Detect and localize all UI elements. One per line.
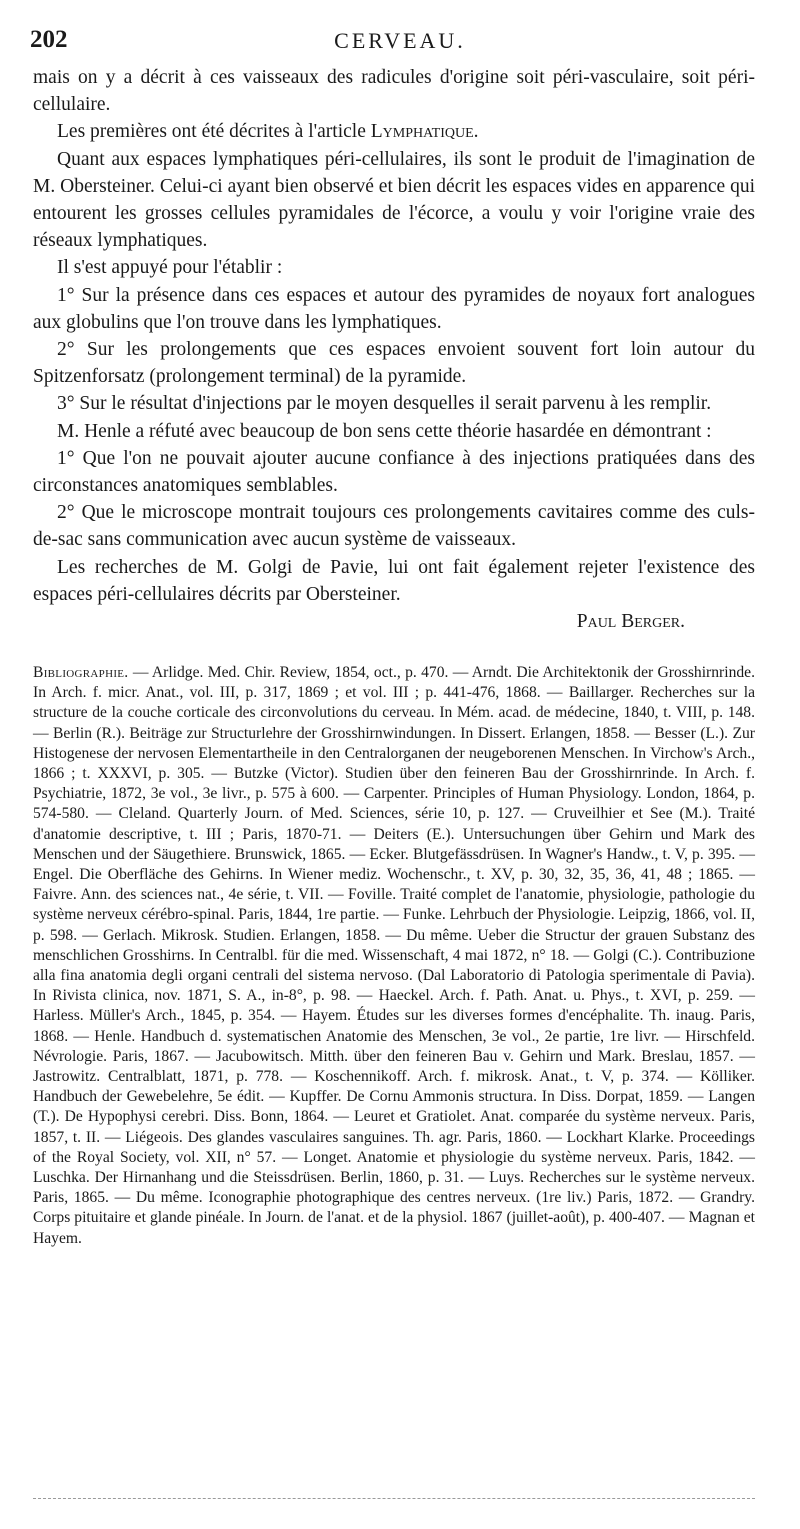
paragraph-intro: Il s'est appuyé pour l'établir : [57, 257, 283, 279]
page-number: 202 [30, 26, 68, 53]
signature-line [33, 608, 755, 635]
footer-rule [33, 1498, 755, 1499]
paragraph-point-2: 2° Sur les prolongements que ces espaces envoient souvent fort loin autour du Spitzenforsatz (prolongement terminal) de la pyramide. [33, 339, 755, 388]
paragraph-henle: M. Henle a réfuté avec beaucoup de bon sens cette théorie hasardée en démontrant : [57, 420, 712, 442]
article-body [33, 64, 755, 635]
paragraph-lymphatique-ref [33, 118, 755, 145]
paragraph-golgi: Les recherches de M. Golgi de Pavie, lui ont fait également rejeter l'existence des espaces péri-cellulaires décrits par Obersteiner. [33, 556, 755, 605]
paragraph-text: . [473, 121, 479, 143]
bibliography-entry [33, 663, 755, 1249]
author-signature: Paul Berger. [576, 611, 685, 633]
paragraph-henle-point-2: 2° Que le microscope montrait toujours ces prolongements cavitaires comme des culs-de-sac sans communication avec aucun système de vaisseaux. [33, 502, 755, 551]
article-reference: Lymphatique [370, 121, 474, 143]
running-title: CERVEAU. [334, 28, 466, 53]
paragraph-continuation: mais on y a décrit à ces vaisseaux des radicules d'origine soit péri-vasculaire, soit péri-cellulaire. [33, 67, 755, 116]
page-header [0, 26, 800, 56]
paragraph-text: Les premières ont été décrites à l'article [57, 121, 371, 143]
bibliography-label: Bibliographie. [33, 664, 129, 681]
bibliography-text: — Arlidge. Med. Chir. Review, 1854, oct., p. 470. — Arndt. Die Architektonik der Grosshirnrinde. In Arch. f. micr. Anat., vol. III, p. 317, 1869 ; et vol. III ; p. 441-476, 1868. — Baillarger. Recherches sur la structure de la couche corticale des circonvolutions du cerveau. In Mém. acad. de médecine, 1840, t. VIII, p. 148. — Berlin (R.). Beiträge zur Structurlehre der Grosshirnwindungen. In Dissert. Erlangen, 1858. — Besser (L.). Zur Histogenese der nervosen Elementartheile in den Centralorganen der neugeborenen Menschen. In Virchow's Arch., 1866 ; t. XXXVI, p. 305. — Butzke (Victor). Studien über den feineren Bau der Grosshirnrinde. In Arch. f. Psychiatrie, 1872, 3e vol., 3e livr., p. 575 à 600. — Carpenter. Principles of Human Physiology. London, 1864, p. 574-580. — Cleland. Quarterly Journ. of Med. Sciences, série 10, p. 127. — Cruveilhier et See (M.). Traité d'anatomie descriptive, t. III ; Paris, 1870-71. — Deiters (E.). Untersuchungen über Gehirn und Mark des Menschen und der Säugethiere. Brunswick, 1865. — Ecker. Blutgefässdrüsen. In Wagner's Handw., t. V, p. 395. — Engel. Die Oberfläche des Gehirns. In Wiener mediz. Wochenschr., t. XV, p. 30, 32, 35, 36, 41, 48 ; 1865. — Faivre. Ann. des sciences nat., 4e série, t. VII. — Foville. Traité complet de l'anatomie, physiologie, pathologie du système nerveux cérébro-spinal. Paris, 1844, 1re partie. — Funke. Lehrbuch der Physiologie. Leipzig, 1866, vol. II, p. 598. — Gerlach. Mikrosk. Studien. Erlangen, 1858. — Du même. Ueber die Structur der grauen Substanz des menschlichen Grosshirns. In Centralbl. für die med. Wissenschaft, 4 mai 1872, n° 18. — Golgi (C.). Contribuzione alla fina anatomia degli organi centrali del sistema nervoso. (Dal Laboratorio di Patologia sperimentale di Pavia). In Rivista clinica, nov. 1871, S. A., in-8°, p. 98. — Haeckel. Arch. f. Path. Anat. u. Phys., t. XVI, p. 259. — Harless. Müller's Arch., 1845, p. 354. — Hayem. Études sur les diverses formes d'encéphalite. Th. inaug. Paris, 1868. — Henle. Handbuch d. systematischen Anatomie des Menschen, 3e vol., 2e partie, 1re livr. — Hirschfeld. Névrologie. Paris, 1867. — Jacubowitsch. Mitth. über den feineren Bau v. Gehirn und Mark. Breslau, 1857. — Jastrowitz. Centralblatt, 1871, p. 778. — Koschennikoff. Arch. f. mikrosk. Anat., t. V, p. 374. — Kölliker. Handbuch der Gewebelehre, 5e édit. — Kupffer. De Cornu Ammonis structura. In Diss. Dorpat, 1859. — Langen (T.). De Hypophysi cerebri. Diss. Bonn, 1864. — Leuret et Gratiolet. Anat. comparée du système nerveux. Paris, 1857, t. II. — Liégeois. Des glandes vasculaires sanguines. Th. agr. Paris, 1860. — Lockhart Klarke. Proceedings of the Royal Society, vol. XII, n° 57. — Longet. Anatomie et physiologie du système nerveux. Paris, 1842. — Luschka. Der Hirnanhang und die Steissdrüsen. Berlin, 1860, p. 31. — Luys. Recherches sur le système nerveux. Paris, 1865. — Du même. Iconographie photographique des centres nerveux. (1re liv.) Paris, 1872. — Grandry. Corps pituitaire et glande pinéale. In Journ. de l'anat. et de la physiol. 1867 (juillet-août), p. 400-407. — Magnan et Hayem. [33, 664, 755, 1247]
bibliography [33, 663, 755, 1249]
paragraph-henle-point-1: 1° Que l'on ne pouvait ajouter aucune confiance à des injections pratiquées dans des circonstances anatomiques semblables. [33, 447, 755, 497]
paragraph-point-3: 3° Sur le résultat d'injections par le moyen desquelles il serait parvenu à les remplir. [57, 393, 712, 415]
paragraph-point-1: 1° Sur la présence dans ces espaces et autour des pyramides de noyaux fort analogues aux globulins que l'on trouve dans les lymphatiques. [33, 284, 755, 333]
paragraph-obersteiner: Quant aux espaces lymphatiques péri-cellulaires, ils sont le produit de l'imagination de M. Obersteiner. Celui-ci ayant bien observé et bien décrit les espaces vides en apparence qui entourent les grosses cellules pyramidales de l'écorce, a voulu y voir l'origine vraie des réseaux lymphatiques. [33, 148, 755, 252]
